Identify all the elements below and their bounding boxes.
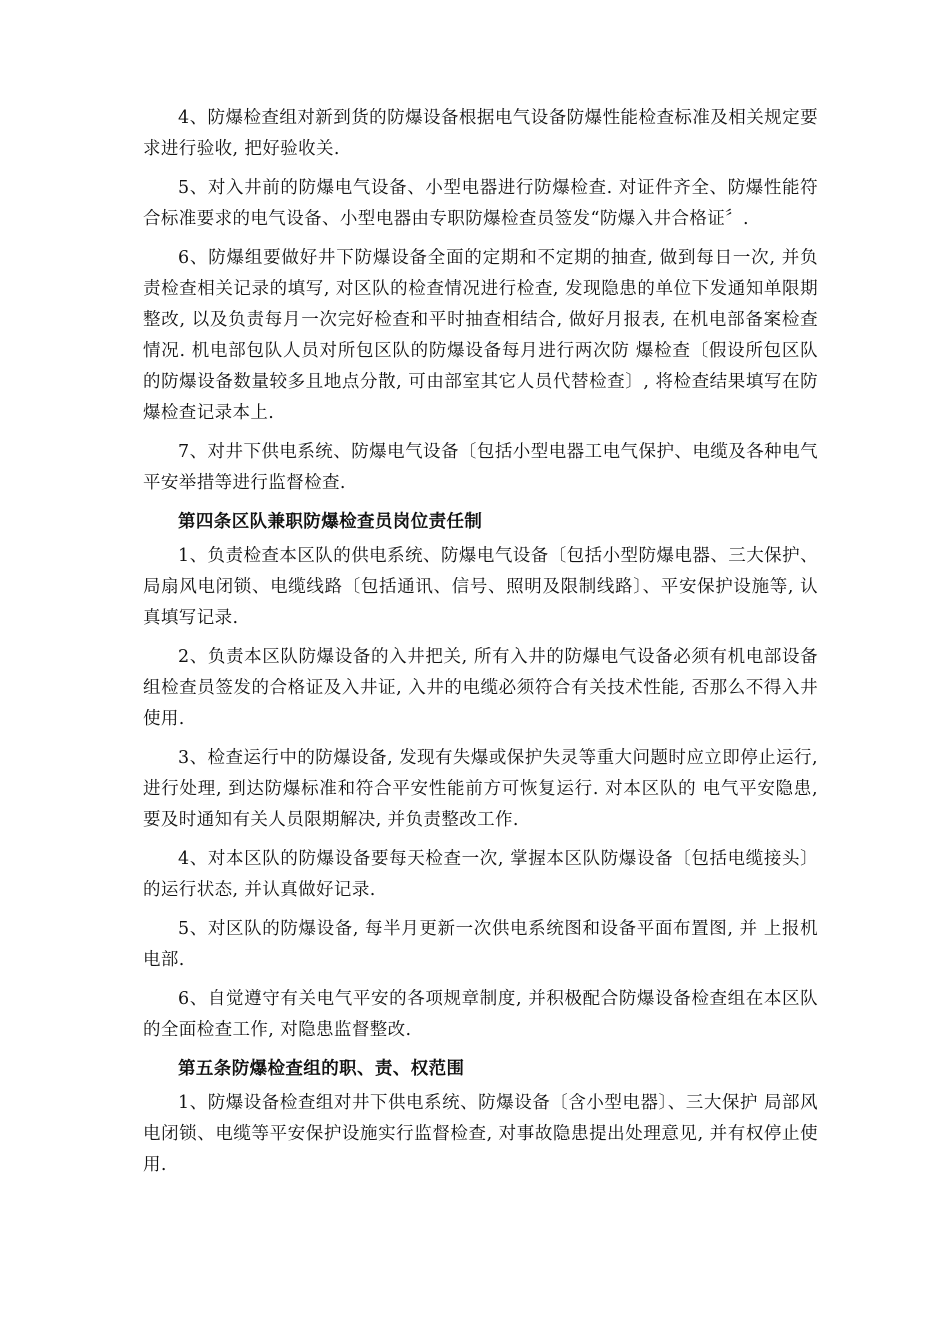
section-heading: 第五条防爆检查组的职、责、权范围 bbox=[178, 1059, 465, 1079]
paragraph: 3、检查运行中的防爆设备, 发现有失爆或保护失灵等重大问题时应立即停止运行, 进行处理, 到达防爆标准和符合平安性能前方可恢复运行. 对本区队的 电气平安隐患, 要及时通知有关人员限期解决, 并负责整改工作. bbox=[143, 748, 818, 830]
section-heading: 第四条区队兼职防爆检查员岗位责任制 bbox=[178, 512, 483, 532]
paragraph: 4、对本区队的防爆设备要每天检查一次, 掌握本区队防爆设备〔包括电缆接头〕的运行状态, 并认真做好记录. bbox=[143, 849, 818, 900]
paragraph: 5、对区队的防爆设备, 每半月更新一次供电系统图和设备平面布置图, 并 上报机电部. bbox=[143, 919, 818, 970]
paragraph: 6、自觉遵守有关电气平安的各项规章制度, 并积极配合防爆设备检查组在本区队的全面检查工作, 对隐患监督整改. bbox=[143, 989, 818, 1040]
paragraph: 4、防爆检查组对新到货的防爆设备根据电气设备防爆性能检查标准及相关规定要求进行验收, 把好验收关. bbox=[143, 108, 818, 159]
paragraph: 2、负责本区队防爆设备的入井把关, 所有入井的防爆电气设备必须有机电部设备组检查员签发的合格证及入井证, 入井的电缆必须符合有关技术性能, 否那么不得入井使用. bbox=[143, 647, 818, 729]
paragraph: 7、对井下供电系统、防爆电气设备〔包括小型电器工电气保护、电缆及各种电气平安举措等进行监督检查. bbox=[143, 442, 818, 493]
document-body bbox=[143, 103, 818, 1189]
paragraph: 5、对入井前的防爆电气设备、小型电器进行防爆检查. 对证件齐全、防爆性能符合标准要求的电气设备、小型电器由专职防爆检查员签发“防爆入井合格证〞. bbox=[143, 178, 818, 229]
paragraph: 6、防爆组要做好井下防爆设备全面的定期和不定期的抽查, 做到每日一次, 并负责检查相关记录的填写, 对区队的检查情况进行检查, 发现隐患的单位下发通知单限期整改, 以及负责每月一次完好检查和平时抽查相结合, 做好月报表, 在机电部备案检查情况. 机电部包队人员对所包区队的防爆设备每月进行两次防 爆检查〔假设所包区队的防爆设备数量较多且地点分散, 可由部室其它人员代替检查〕, 将检查结果填写在防爆检查记录本上. bbox=[143, 248, 818, 423]
paragraph: 1、负责检查本区队的供电系统、防爆电气设备〔包括小型防爆电器、三大保护、局扇风电闭锁、电缆线路〔包括通讯、信号、照明及限制线路〕、平安保护设施等, 认真填写记录. bbox=[143, 546, 818, 628]
paragraph: 1、防爆设备检查组对井下供电系统、防爆设备〔含小型电器〕、三大保护 局部风电闭锁、电缆等平安保护设施实行监督检查, 对事故隐患提出处理意见, 并有权停止使用. bbox=[143, 1093, 818, 1175]
